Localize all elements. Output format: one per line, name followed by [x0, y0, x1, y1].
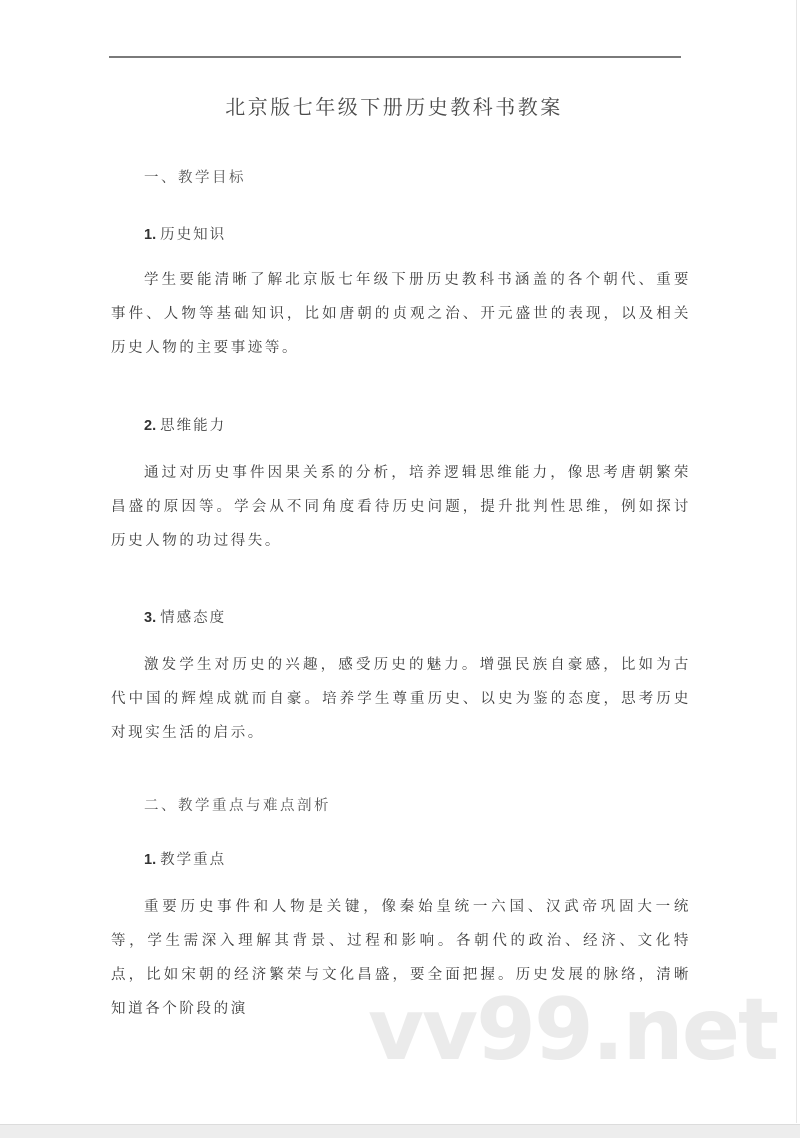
- paragraph-2-1: [111, 890, 691, 1026]
- subsection-heading: [111, 608, 691, 628]
- section-2: [111, 796, 691, 816]
- section-1: [111, 168, 691, 188]
- paragraph: 激发学生对历史的兴趣，感受历史的魅力。增强民族自豪感，比如为古代中国的辉煌成就而自豪。培养学生尊重历史、以史为鉴的态度，思考历史对现实生活的启示。: [111, 657, 691, 741]
- subsection-heading: [111, 416, 691, 436]
- subsection-2-1: [111, 850, 691, 870]
- subsection-number: 1.: [144, 227, 157, 243]
- paragraph: 重要历史事件和人物是关键，像秦始皇统一六国、汉武帝巩固大一统等，学生需深入理解其背景、过程和影响。各朝代的政治、经济、文化特点，比如宋朝的经济繁荣与文化昌盛，要全面把握。历史发展的脉络，清晰知道各个阶段的演: [111, 899, 691, 1017]
- section-heading: 一、教学目标: [144, 170, 246, 186]
- subsection-1-3: [111, 608, 691, 628]
- subsection-heading: [111, 225, 691, 245]
- subsection-title: 教学重点: [160, 852, 227, 868]
- paragraph-1-2: [111, 456, 691, 558]
- subsection-1-2: [111, 416, 691, 436]
- paragraph-1-1: [111, 263, 691, 365]
- section-heading: 二、教学重点与难点剖析: [144, 798, 331, 814]
- subsection-title: 情感态度: [160, 610, 227, 626]
- subsection-1-1: [111, 225, 691, 245]
- paragraph: 学生要能清晰了解北京版七年级下册历史教科书涵盖的各个朝代、重要事件、人物等基础知识，比如唐朝的贞观之治、开元盛世的表现，以及相关历史人物的主要事迹等。: [111, 272, 691, 356]
- subsection-title: 思维能力: [160, 418, 227, 434]
- subsection-number: 2.: [144, 418, 157, 434]
- page-bottom-edge: [0, 1124, 800, 1138]
- subsection-heading: [111, 850, 691, 870]
- subsection-number: 1.: [144, 852, 157, 868]
- document-title: 北京版七年级下册历史教科书教案: [225, 95, 563, 119]
- paragraph: 通过对历史事件因果关系的分析，培养逻辑思维能力，像思考唐朝繁荣昌盛的原因等。学会从不同角度看待历史问题，提升批判性思维，例如探讨历史人物的功过得失。: [111, 465, 691, 549]
- subsection-number: 3.: [144, 610, 157, 626]
- watermark: vv99.net: [368, 980, 778, 1080]
- subsection-title: 历史知识: [160, 227, 227, 243]
- paragraph-1-3: [111, 648, 691, 750]
- header-rule: [109, 56, 681, 58]
